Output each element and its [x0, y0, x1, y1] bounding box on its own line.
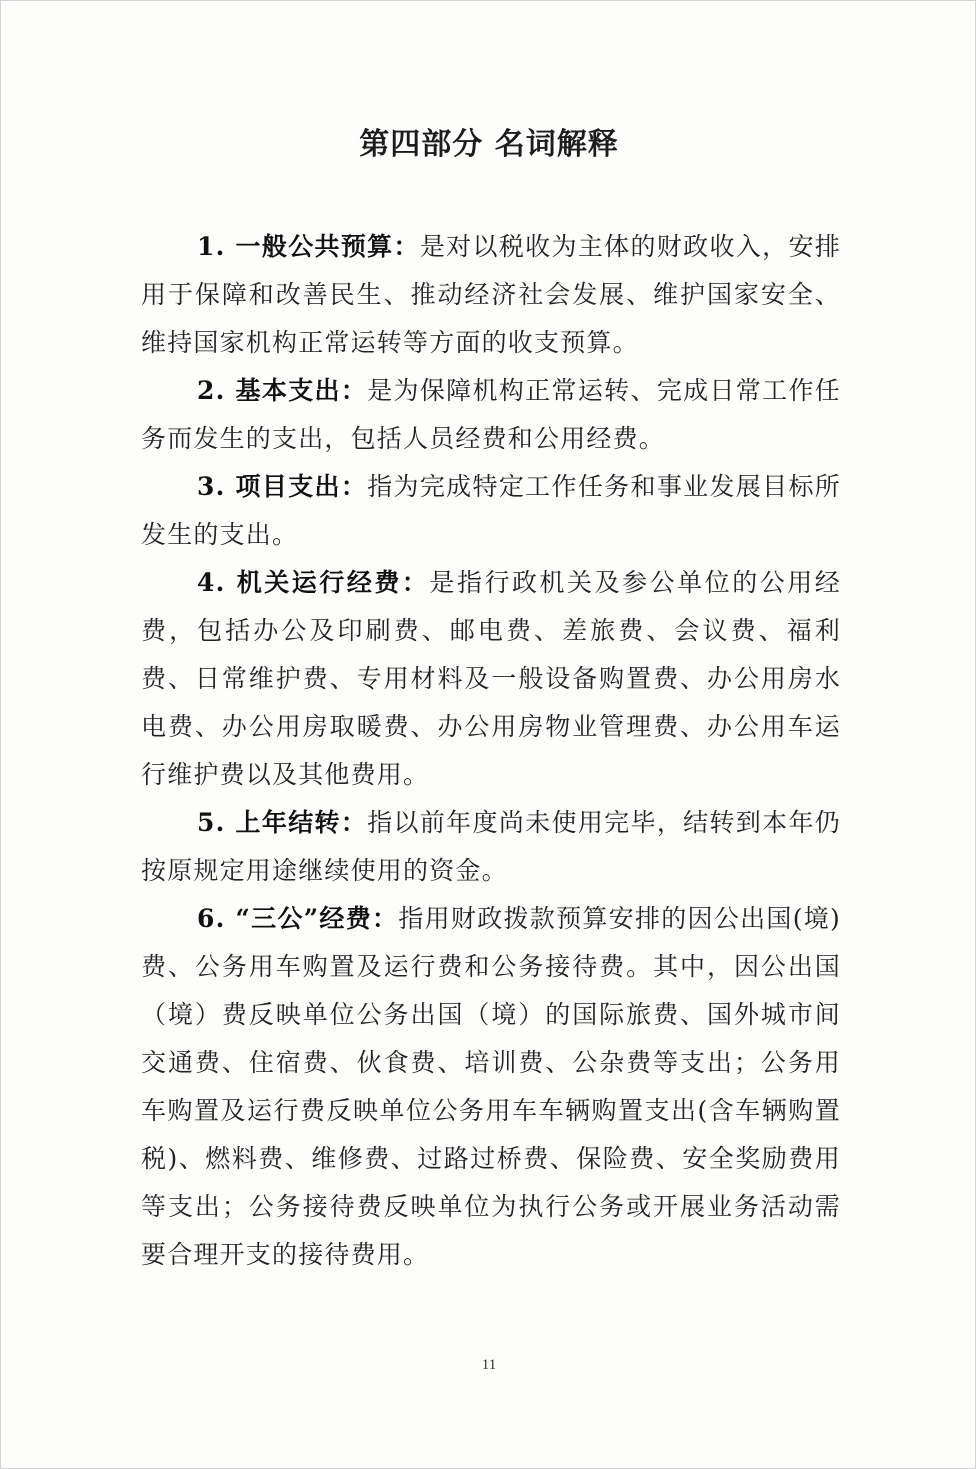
- term-label: 5. 上年结转：: [197, 808, 368, 837]
- page-title: 第四部分 名词解释: [359, 127, 619, 162]
- definition-item-4: [141, 559, 841, 799]
- definitions-list: [141, 223, 841, 1279]
- definition-item-5: [141, 799, 841, 895]
- definition-item-2: [141, 367, 841, 463]
- term-label: 6. “三公”经费：: [197, 904, 399, 933]
- term-label: 1. 一般公共预算：: [197, 232, 420, 261]
- term-label: 2. 基本支出：: [197, 376, 368, 405]
- definition-item-6: [141, 895, 841, 1279]
- term-definition: 指以前年度尚未使用完毕，结转到本年仍按原规定用途继续使用的资金。: [141, 808, 841, 885]
- term-definition: 是对以税收为主体的财政收入，安排用于保障和改善民生、推动经济社会发展、维护国家安全、维持国家机构正常运转等方面的收支预算。: [141, 232, 841, 357]
- term-label: 3. 项目支出：: [197, 472, 368, 501]
- page-number: 11: [481, 1357, 497, 1373]
- term-label: 4. 机关运行经费：: [197, 568, 430, 597]
- term-definition: 是为保障机构正常运转、完成日常工作任务而发生的支出，包括人员经费和公用经费。: [141, 376, 841, 453]
- definition-item-1: [141, 223, 841, 367]
- definition-item-3: [141, 463, 841, 559]
- term-definition: 指为完成特定工作任务和事业发展目标所发生的支出。: [141, 472, 841, 549]
- term-definition: 指用财政拨款预算安排的因公出国(境)费、公务用车购置及运行费和公务接待费。其中，因公出国（境）费反映单位公务出国（境）的国际旅费、国外城市间交通费、住宿费、伙食费、培训费、公杂费等支出；公务用车购置及运行费反映单位公务用车车辆购置支出(含车辆购置税)、燃料费、维修费、过路过桥费、保险费、安全奖励费用等支出；公务接待费反映单位为执行公务或开展业务活动需要合理开支的接待费用。: [141, 904, 842, 1269]
- term-definition: 是指行政机关及参公单位的公用经费，包括办公及印刷费、邮电费、差旅费、会议费、福利费、日常维护费、专用材料及一般设备购置费、办公用房水电费、办公用房取暖费、办公用房物业管理费、办公用车运行维护费以及其他费用。: [141, 568, 841, 789]
